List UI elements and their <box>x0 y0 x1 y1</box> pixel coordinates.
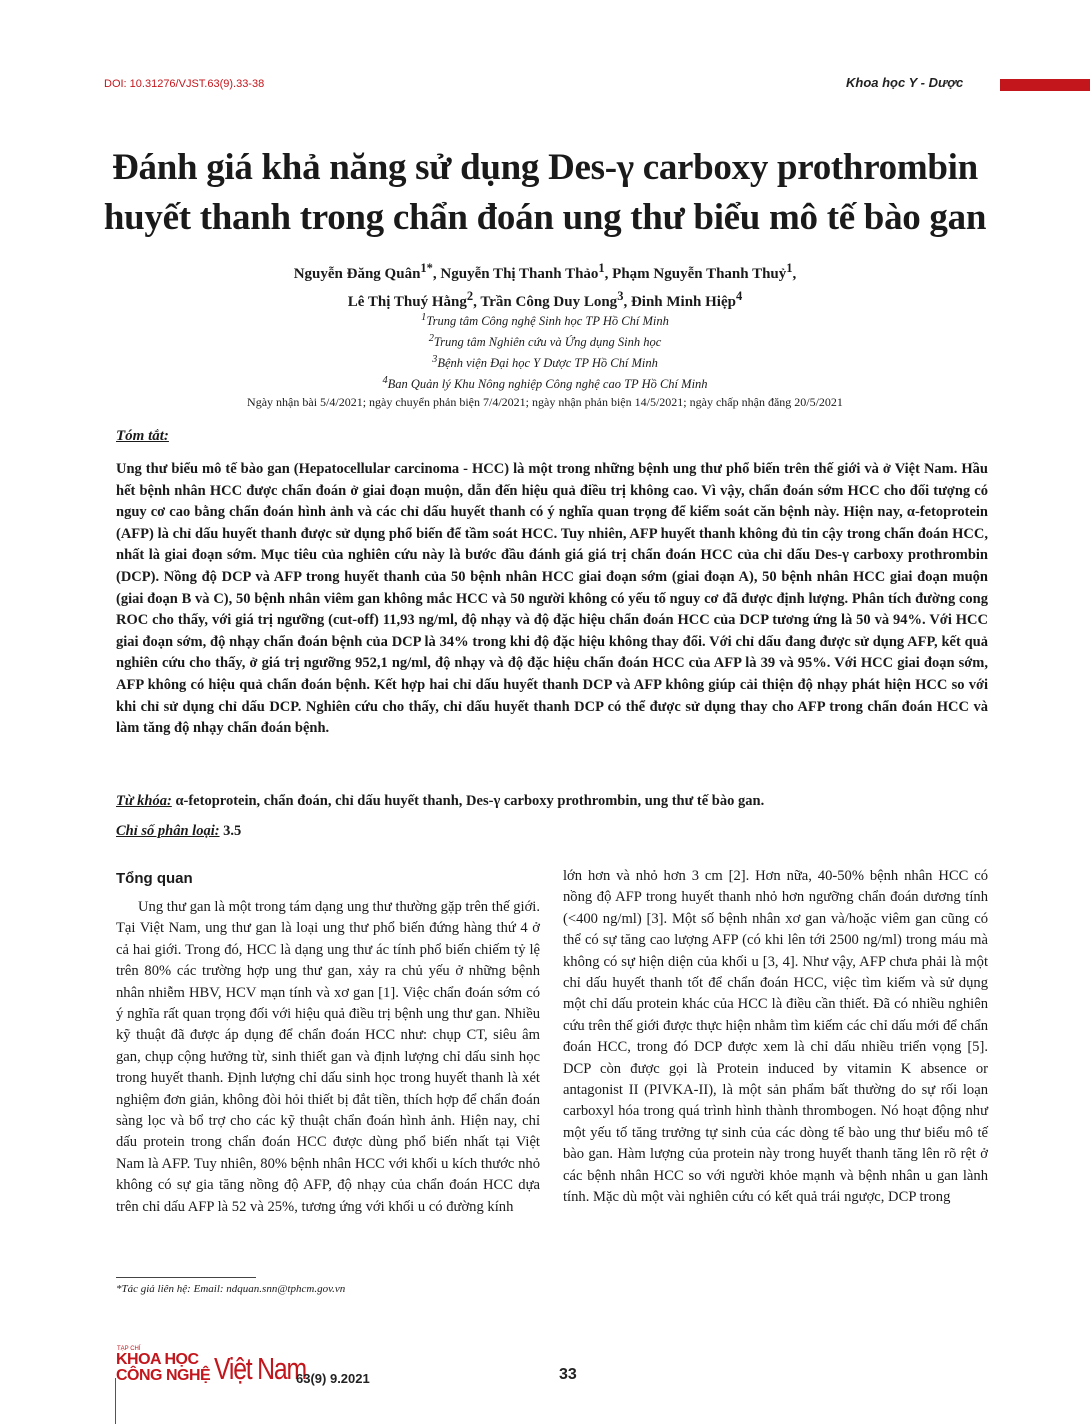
author-name: Trần Công Duy Long <box>480 294 618 310</box>
abstract-text: Ung thư biểu mô tế bào gan (Hepatocellular carcinoma - HCC) là một trong những bệnh ung thư phổ biến trên thế giới và ở Việt Nam. Hầu hết bệnh nhân HCC được chẩn đoán ở giai đoạn muộn, dẫn đến hiệu quả điều trị không cao. Vì vậy, chẩn đoán sớm HCC cho đối tượng có nguy cơ cao bằng chẩn đoán hình ảnh và các chỉ dấu huyết thanh có ý nghĩa quan trọng để kiểm soát căn bệnh này. Hiện nay, α-fetoprotein (AFP) là chỉ dấu huyết thanh được sử dụng phổ biến để tầm soát HCC. Tuy nhiên, AFP huyết thanh không đủ tin cậy trong chẩn đoán HCC, nhất là giai đoạn sớm. Mục tiêu của nghiên cứu này là bước đầu đánh giá giá trị chẩn đoán HCC của chỉ dấu Des-γ carboxy prothrombin (DCP). Nồng độ DCP và AFP trong huyết thanh của 50 bệnh nhân HCC giai đoạn sớm (giai đoạn A), 50 bệnh nhân HCC giai đoạn muộn (giai đoạn B và C), 50 bệnh nhân viêm gan không mắc HCC và 50 người không có yếu tố nguy cơ đã được định lượng. Phân tích đường cong ROC cho thấy, với giá trị ngưỡng (cut-off) 11,93 ng/ml, độ nhạy và độ đặc hiệu chẩn đoán HCC của DCP tương ứng là 50 và 94%. Với HCC giai đoạn sớm, độ nhạy chẩn đoán bệnh của DCP là 34% trong khi độ đặc hiệu không thay đổi. Với chỉ dấu đang được sử dụng AFP, kết quả nghiên cứu cho thấy, ở giá trị ngưỡng 952,1 ng/ml, độ nhạy và độ đặc hiệu chẩn đoán HCC của AFP là 39 và 95%. Với HCC giai đoạn sớm, AFP không có hiệu quả chẩn đoán bệnh. Kết hợp hai chỉ dấu huyết thanh DCP và AFP không giúp cải thiện độ nhạy phát hiện HCC so với khi chỉ sử dụng chỉ dấu DCP. Nghiên cứu cho thấy, chỉ dấu huyết thanh DCP có thể được sử dụng thay cho AFP trong chẩn đoán HCC và làm tăng độ nhạy chẩn đoán bệnh. <box>116 461 988 737</box>
submission-dates: Ngày nhận bài 5/4/2021; ngày chuyển phản biện 7/4/2021; ngày nhận phản biện 14/5/2021; ngày chấp nhận đăng 20/5/2021 <box>247 395 843 409</box>
section-label: Khoa học Y - Dược <box>846 75 964 90</box>
author-name: Đinh Minh Hiệp <box>630 294 736 310</box>
affiliation <box>200 330 890 351</box>
title-line-2: huyết thanh trong chẩn đoán ung thư biểu mô tế bào gan <box>103 197 987 238</box>
affiliation-sup: 1 <box>421 312 427 323</box>
page-number: 33 <box>559 1366 577 1383</box>
magazine-logo-country: Việt Nam <box>214 1351 306 1386</box>
classification <box>116 823 241 840</box>
author-list <box>100 257 990 313</box>
magazine-logo-line-1: KHOA HỌC <box>116 1351 199 1368</box>
body-column-1: Ung thư gan là một trong tám dạng ung thư thường gặp trên thế giới. Tại Việt Nam, ung thư gan là loại ung thư phổ biến đứng hàng thứ 4 ở cả hai giới. Trong đó, HCC là dạng ung thư ác tính phổ biến chiếm tỷ lệ trên 80% các trường hợp ung thư gan, xảy ra chủ yếu ở những bệnh nhân nhiễm HBV, HCV mạn tính và xơ gan [1]. Việc chẩn đoán sớm có ý nghĩa rất quan trọng đối với hiệu quả điều trị bệnh ung thư gan. Nhiều kỹ thuật đã được áp dụng để chẩn đoán HCC như: chụp CT, siêu âm gan, chụp cộng hưởng từ, sinh thiết gan và định lượng chỉ dấu sinh học trong huyết thanh. Định lượng chỉ dấu sinh học trong huyết thanh là xét nghiệm đơn giản, không đòi hỏi thiết bị đắt tiền, thích hợp để chẩn đoán sàng lọc và bổ trợ cho các kỹ thuật chẩn đoán hình ảnh. Hiện nay, chỉ dấu protein trong chẩn đoán HCC được dùng phổ biến nhất tại Việt Nam là AFP. Tuy nhiên, 80% bệnh nhân HCC với khối u kích thước nhỏ không có sự gia tăng nồng độ AFP, độ nhạy của chẩn đoán HCC dựa trên chỉ dấu AFP là 52 và 25%, tương ứng với khối u có đường kính <box>116 899 540 1215</box>
footnote: *Tác giả liên hệ: Email: ndquan.snn@tphcm.gov.vn <box>116 1283 346 1295</box>
body-column-2: lớn hơn và nhỏ hơn 3 cm [2]. Hơn nữa, 40-50% bệnh nhân HCC có nồng độ AFP trong huyết thanh nhỏ hơn ngưỡng chẩn đoán dương tính (<400 ng/ml) [3]. Một số bệnh nhân xơ gan và/hoặc viêm gan cũng có thể có sự tăng cao lượng AFP (có khi lên tới 2500 ng/ml) trong máu mà không có sự hiện diện của khối u [3, 4]. Như vậy, AFP chưa phải là một chỉ dấu huyết thanh tốt để chẩn đoán HCC, việc tìm kiếm và sử dụng một chỉ dấu protein khác của HCC là điều cần thiết. Đã có nhiều nghiên cứu trên thế giới được thực hiện nhằm tìm kiếm các chỉ dấu mới để chẩn đoán HCC, trong đó DCP được xem là chỉ dấu nhiều triển vọng [5]. DCP còn được gọi là Protein induced by vitamin K absence or antagonist II (PIVKA-II), là một sản phẩm bất thường do sự rối loạn carboxyl hóa trong quá trình hình thành thrombogen. Nó hoạt động như một yếu tố tăng trưởng tự sinh của các dòng tế bào ung thư biểu mô tế bào gan. Hàm lượng của protein này trong huyết thanh tăng lên rõ rệt ở các bệnh nhân HCC so với người khỏe mạnh và bệnh nhân u gan lành tính. Mặc dù một vài nghiên cứu có kết quả trái ngược, DCP trong <box>563 868 988 1206</box>
affiliation-text: Trung tâm Nghiên cứu và Ứng dụng Sinh học <box>433 335 662 350</box>
issue-number: 63(9) 9.2021 <box>296 1371 370 1386</box>
footnote-rule <box>116 1277 256 1278</box>
affiliation-list <box>200 309 890 394</box>
author-name: Nguyễn Đăng Quân <box>293 266 421 282</box>
section-accent-bar <box>1000 79 1090 91</box>
abstract-heading: Tóm tắt: <box>116 428 169 444</box>
section-heading: Tổng quan <box>116 870 193 887</box>
affiliation-sup: 2 <box>428 333 434 345</box>
footer-divider <box>115 1378 116 1424</box>
author-name: Phạm Nguyễn Thanh Thuỷ <box>612 266 787 282</box>
magazine-prefix: TẠP CHÍ <box>117 1346 141 1352</box>
author-sup: 1 <box>786 261 793 275</box>
magazine-logo-line-2: CÔNG NGHỆ <box>116 1367 211 1384</box>
affiliation-sup: 4 <box>382 375 388 387</box>
affiliation <box>200 372 890 393</box>
author-sup: 2 <box>466 289 474 303</box>
author-line-1: Nguyễn Đăng Quân$^{1*}$, Nguyễn Thị Thanh Thảo$^1$, Phạm Nguyễn Thanh Thuỷ$^1$, <box>293 261 797 282</box>
author-line-2: Lê Thị Thuý Hằng$^2$, Trần Công Duy Long$^3$, Đinh Minh Hiệp$^4$ <box>347 289 743 310</box>
affiliation-text: Bệnh viện Đại học Y Dược TP Hồ Chí Minh <box>437 356 658 371</box>
classification-label: Chỉ số phân loại: <box>116 823 220 839</box>
doi-label: DOI: 10.31276/VJST.63(9).33-38 <box>104 78 265 90</box>
classification-value: 3.5 <box>223 823 242 839</box>
title-line-1: Đánh giá khả năng sử dụng Des-γ carboxy prothrombin <box>112 147 978 188</box>
author-sup: 4 <box>735 289 743 303</box>
affiliation-sup: 3 <box>432 354 438 366</box>
affiliation <box>200 351 890 372</box>
affiliation-text: Trung tâm Công nghệ Sinh học TP Hồ Chí Minh <box>426 314 669 329</box>
article-title <box>60 143 1030 243</box>
author-sup: 1* <box>420 261 433 275</box>
affiliation <box>200 309 890 330</box>
author-name: Lê Thị Thuý Hằng <box>347 294 467 310</box>
author-name: Nguyễn Thị Thanh Thảo <box>440 266 599 282</box>
author-sup: 1 <box>598 261 605 275</box>
keywords-text: α-fetoprotein, chẩn đoán, chỉ dấu huyết thanh, Des-γ carboxy prothrombin, ung thư tế bào gan. <box>175 793 765 809</box>
keywords <box>116 791 988 811</box>
affiliation-text: Ban Quản lý Khu Nông nghiệp Công nghệ cao TP Hồ Chí Minh <box>387 377 708 392</box>
author-sup: 3 <box>617 289 624 303</box>
keywords-label: Từ khóa: <box>116 793 172 809</box>
